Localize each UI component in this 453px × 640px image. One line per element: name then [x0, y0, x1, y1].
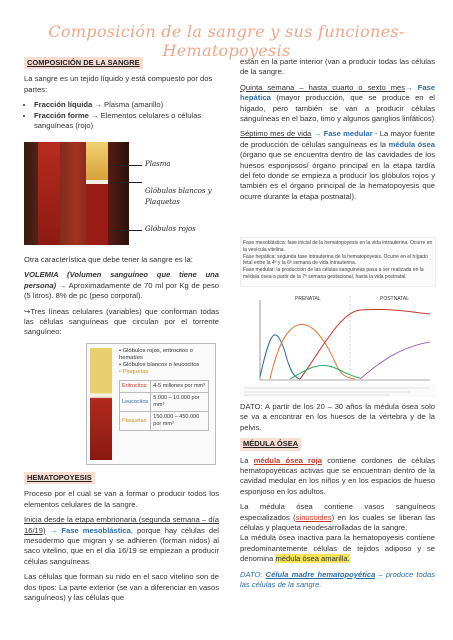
paragraph: La médula ósea contiene vasos sanguíneos especializados (sinusoides) en los cuales se liberan las células y plaqueta neodesarrolladas de la sangre.: [240, 502, 435, 533]
left-column-bottom: [24, 472, 219, 608]
section-header-hematopoyesis: HEMATOPOYESIS: [24, 472, 95, 484]
cell-counts-table: [119, 380, 209, 431]
graph-label-postnatal: POSTNATAL: [380, 296, 409, 302]
arrow-white-cells: [110, 182, 142, 183]
left-column-middle: [24, 255, 219, 343]
paragraph: Proceso por el cual se van a formar o producir todos los elementos celulares de la sangre.: [24, 489, 219, 509]
paragraph: VOLEMIA (Volumen sanguíneo que tiene una persona) → Aproximadamente de 70 ml por Kg de peso (5 litros). 8% de pc (peso corporal).: [24, 270, 219, 301]
paragraph: La sangre es un tejido líquido y está compuesto por dos partes:: [24, 74, 213, 94]
paragraph: DATO: A partir de los 20 – 30 años la médula ósea solo se va a encontrar en los huesos de la vértebra y de la pelvis.: [240, 402, 435, 432]
cell-lines-legend: • Glóbulos rojos, eritrocitos o hematíes • Glóbulos blancos o leucocitos • Plaquetas: [119, 348, 200, 375]
hematopoiesis-graph: [240, 292, 436, 397]
table-row: Eritrocitos 4-5 millones por mm³: [120, 381, 209, 393]
paragraph: Quinta semana – hasta cuarto o sexto mes→ Fase hepática (mayor producción, que se produce en el hígado, pero también se van a producir células sanguíneas en el bazo, timo y algunos ganglios linfáticos): [240, 82, 435, 124]
left-column-top: [24, 57, 219, 136]
paragraph: ↪Tres líneas celulares (variables) que conforman todas las células sanguíneas que circulan por el torrente sanguíneo:: [24, 306, 219, 337]
label-red-cells: Glóbulos rojos: [145, 225, 196, 233]
list-item: • Fracción líquida → Plasma (amarillo): [34, 100, 219, 110]
bullet-list: [24, 100, 219, 131]
paragraph: están en la parte interior (van a producir todas las células de la sangre.: [240, 57, 435, 77]
right-column-top: [240, 57, 435, 207]
tube-image: [90, 348, 112, 460]
table-row: Leucocitos 5.000 – 10.000 por mm³: [120, 393, 209, 412]
list-item: • Fracción forme → Elementos celulares o células sanguíneas (rojo): [34, 111, 219, 132]
paragraph: Inicia desde la etapa embrionaria (segunda semana – día 16/19) → Fase mesoblástica, porque hay células del mesodermo que migran y se adhieren (forman nidos) al saco vitelino, que en el día 16/19 se empiezan a producir células sanguíneas.: [24, 515, 219, 566]
paragraph: La médula ósea inactiva para la hematopoyesis contiene predominantemente células de tejidos adiposo y se denomina médula ósea amarilla.: [240, 533, 435, 564]
arrow-red-cells: [110, 230, 142, 231]
paragraph: Otra característica que debe tener la sangre es la:: [24, 255, 193, 264]
page-title: Composición de la sangre y sus funciones-Hematopoyesis: [48, 22, 405, 60]
graph-label-prenatal: PRENATAL: [295, 296, 321, 302]
section-header-composicion: COMPOSICIÓN DE LA SANGRE: [24, 57, 143, 69]
paragraph: Séptimo mes de vida → Fase medular - La mayor fuente de producción de células sanguíneas es la médula ósea (órgano que se encuentra dentro de las cavidades de los huesos esponjosos/ órgano principal en la etapa tardía del feto donde se empieza a producir los glóbulos rojos y también es el órgano principal de la hematopoyesis que ocurre durante la etapa postnatal).: [240, 129, 435, 201]
table-row: Plaquetas 150.000 – 450.000 por mm³: [120, 412, 209, 431]
arrow-plasma: [110, 165, 142, 166]
phase-notes-figure: Fase mesoblástica: fase inicial de la hematopoyesis en la vida intrauterina. Ocurre en la vesícula vitelina. Fase hepática: segunda fase intrauterina de la hematopoyesis. Ocurre en el hígado fetal entre la 4ª y la 6ª semana de vida intrauterina. Fase medular: la producción de las células sanguíneas pasa a ser realizada en la médula ósea a partir de la 7ª semana gestacional, hasta la vida postnatal.: [240, 237, 436, 287]
label-plasma: Plasma: [145, 160, 171, 168]
section-header-medula: MÉDULA ÓSEA: [240, 438, 301, 450]
right-column-bottom: [240, 402, 435, 596]
paragraph: Las células que forman su nido en el saco vitelino son de dos tipos: La parte exterior (se van a diferenciar en vasos sanguíneos) y las células que: [24, 572, 219, 603]
cell-lines-figure: [86, 343, 216, 465]
label-white-cells: Glóbulos blancos y Plaquetas: [145, 187, 212, 206]
paragraph: La médula ósea roja contiene cordones de células hematopoyéticas activas que se encuentran dentro de la cavidad medular en los niños y en los espacios de hueso esponjoso en los adultos.: [240, 455, 435, 496]
paragraph: DATO: Célula madre hematopoyética – produce todas las células de la sangre.: [240, 569, 435, 590]
